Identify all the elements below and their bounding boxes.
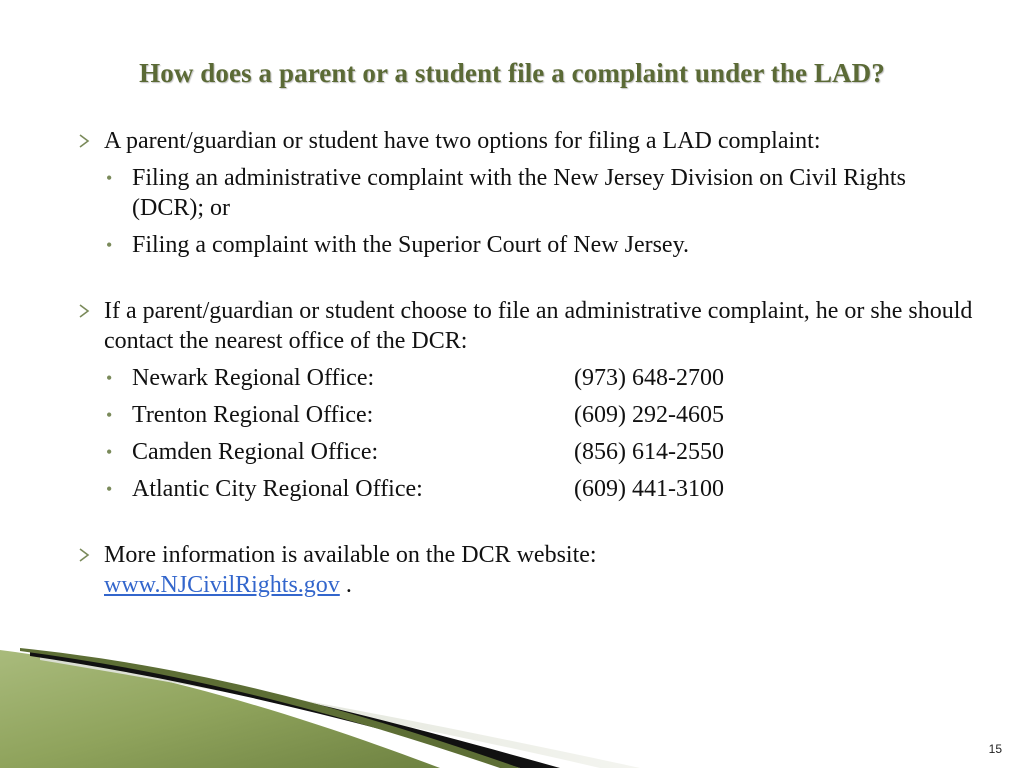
dot-icon: • — [106, 442, 113, 462]
slide-title: How does a parent or a student file a complaint under the LAD? — [139, 58, 885, 88]
arrow-outline-icon — [78, 134, 90, 148]
dcr-website-link[interactable]: www.NJCivilRights.gov — [104, 572, 340, 598]
bullet-text: A parent/guardian or student have two options for filing a LAD complaint: — [104, 128, 821, 154]
sub-bullet-text: Filing a complaint with the Superior Court of New Jersey. — [132, 232, 690, 258]
dot-icon: • — [106, 405, 113, 425]
bullet-text: If a parent/guardian or student choose to file an administrative complaint, he or she should contact the nearest office of the DCR: — [104, 298, 973, 354]
office-phone: (609) 441-3100 — [574, 476, 724, 502]
office-atlantic-city — [78, 474, 978, 504]
office-newark — [78, 363, 978, 393]
page-number: 15 — [988, 742, 1002, 756]
bullet-options — [78, 126, 978, 156]
office-name: Trenton Regional Office: — [132, 402, 374, 428]
office-name: Camden Regional Office: — [132, 439, 379, 465]
dot-icon: • — [106, 479, 113, 499]
arrow-outline-icon — [78, 548, 90, 562]
office-trenton — [78, 400, 978, 430]
dot-icon: • — [106, 368, 113, 388]
office-name: Newark Regional Office: — [132, 365, 375, 391]
office-phone: (973) 648-2700 — [574, 365, 724, 391]
link-suffix: . — [339, 572, 352, 598]
swoosh-green — [0, 650, 440, 768]
office-camden — [78, 437, 978, 467]
sub-bullet-text: Filing an administrative complaint with the New Jersey Division on Civil Rights (DCR); or — [132, 165, 906, 221]
slide-content — [78, 126, 978, 600]
bullet-text: More information is available on the DCR website: — [104, 542, 597, 568]
dot-icon: • — [106, 235, 113, 255]
sub-bullet-superior-court — [78, 230, 978, 260]
office-name: Atlantic City Regional Office: — [132, 476, 423, 502]
bullet-more-info — [78, 540, 978, 600]
office-phone: (856) 614-2550 — [574, 439, 724, 465]
sub-bullet-dcr — [78, 163, 978, 223]
dot-icon: • — [106, 168, 113, 188]
office-phone: (609) 292-4605 — [574, 402, 724, 428]
bullet-contact — [78, 296, 978, 356]
arrow-outline-icon — [78, 304, 90, 318]
